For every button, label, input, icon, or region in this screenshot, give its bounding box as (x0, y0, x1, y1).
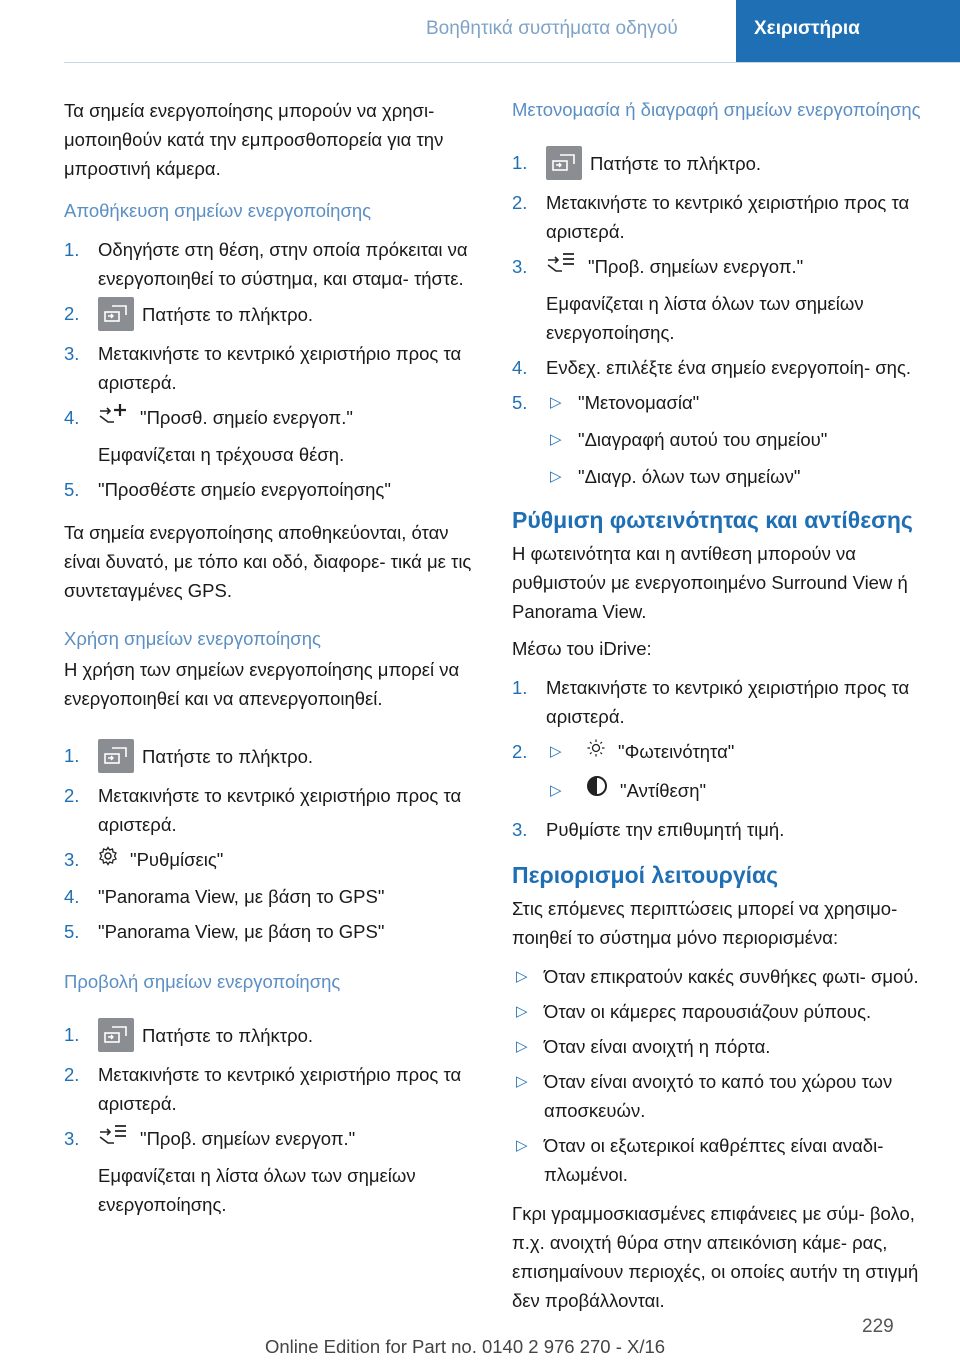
save-steps (64, 235, 482, 504)
step-number: 2. (64, 785, 80, 807)
brightness-options (546, 737, 930, 807)
step-text: Ενδεχ. επιλέξτε ένα σημείο ενεργοποίη‐ σης. (546, 357, 912, 379)
limit-text: Όταν επικρατούν κακές συνθήκες φωτι‐ σμού. (544, 965, 919, 987)
triangle-bullet-icon: ▷ (550, 394, 562, 412)
header-section-title: Βοηθητικά συστήματα οδηγού (426, 18, 678, 39)
triangle-bullet-icon: ▷ (550, 468, 562, 486)
limit-text: Όταν οι κάμερες παρουσιάζουν ρύπους. (544, 1000, 872, 1022)
page-number: 229 (862, 1316, 894, 1337)
list-item (512, 353, 930, 382)
option-text: "Διαγρ. όλων των σημείων" (578, 466, 801, 488)
triangle-bullet-icon: ▷ (516, 1136, 528, 1154)
limits-list (512, 962, 930, 1189)
use-steps (64, 741, 482, 946)
sun-icon (586, 737, 606, 766)
gear-icon (98, 845, 118, 874)
option-text: "Διαγραφή αυτού του σημείου" (578, 429, 828, 451)
list-item (64, 882, 482, 911)
limits-intro: Στις επόμενες περιπτώσεις μπορεί να χρησιμο‐ ποιηθεί το σύστημα μόνο περιορισμένα: (512, 897, 898, 948)
step-text: "Προσθέστε σημείο ενεργοποίησης" (98, 479, 391, 501)
step-text: Μετακινήστε το κεντρικό χειριστήριο προς τα αριστερά. (98, 343, 462, 393)
step-number: 2. (512, 741, 528, 763)
list-item (512, 737, 930, 807)
step-text: Οδηγήστε στη θέση, στην οποία πρόκειται να ενεργοποιηθεί το σύστημα, και σταμα‐ τήστε. (98, 239, 468, 289)
list-item (64, 741, 482, 775)
list-item (64, 1124, 482, 1219)
step-number: 2. (512, 192, 528, 213)
step-text: Πατήστε το πλήκτρο. (590, 152, 762, 174)
step-text: Μετακινήστε το κεντρικό χειριστήριο προς τα αριστερά. (98, 1063, 462, 1114)
brightness-heading: Ρύθμιση φωτεινότητας και αντίθεσης (512, 507, 913, 534)
step-text: Μετακινήστε το κεντρικό χειριστήριο προς τα αριστερά. (546, 192, 910, 242)
brightness-intro: Η φωτεινότητα και η αντίθεση μπορούν να ρυθμιστούν με ενεργοποιημένο Surround View ή Panorama View. (512, 543, 908, 623)
step-number: 4. (512, 357, 528, 379)
list-item (512, 1067, 930, 1125)
step-text: "Panorama View, με βάση το GPS" (98, 920, 385, 942)
list-item (512, 188, 930, 246)
step-text: Πατήστε το πλήκτρο. (142, 303, 314, 325)
header-divider (64, 62, 960, 63)
step-text: Ρυθμίστε την επιθυμητή τιμή. (546, 818, 785, 840)
list-item (64, 1060, 482, 1118)
triangle-bullet-icon: ▷ (516, 1072, 528, 1090)
use-heading: Χρήση σημείων ενεργοποίησης (64, 628, 321, 650)
brightness-steps (512, 673, 930, 844)
triangle-bullet-icon: ▷ (516, 1002, 528, 1020)
option-item (546, 776, 930, 807)
page-header (0, 0, 960, 62)
triangle-bullet-icon: ▷ (550, 781, 562, 799)
header-chapter-label: Χειριστήρια (754, 18, 860, 39)
limits-heading: Περιορισμοί λειτουργίας (512, 861, 779, 888)
brightness-via: Μέσω του iDrive: (512, 638, 652, 660)
list-item (64, 845, 482, 876)
list-item (512, 388, 930, 491)
list-item (64, 475, 482, 504)
step-number: 3. (64, 343, 80, 364)
list-item (512, 962, 930, 991)
option-item (546, 388, 930, 417)
intro-paragraph: Τα σημεία ενεργοποίησης μπορούν να χρησι‐ μοποιηθούν κατά την εμπροσθοπορεία για την μπροστινή κάμερα. (64, 100, 444, 179)
camera-button-icon (546, 146, 582, 180)
step-text: Μετακινήστε το κεντρικό χειριστήριο προς τα αριστερά. (546, 677, 910, 728)
list-item (64, 339, 482, 397)
step-number: 3. (64, 849, 80, 871)
limit-text: Όταν είναι ανοιχτό το καπό του χώρου των αποσκευών. (544, 1070, 893, 1121)
step-number: 1. (512, 152, 528, 173)
step-text: "Panorama View, με βάση το GPS" (98, 885, 385, 907)
step-text: "Προβ. σημείων ενεργοπ." (588, 256, 804, 277)
step-text: "Προσθ. σημείο ενεργοπ." (140, 407, 353, 428)
step-number: 1. (64, 1023, 80, 1045)
step-number: 3. (512, 256, 528, 277)
list-item (512, 1032, 930, 1061)
limit-text: Όταν είναι ανοιχτή η πόρτα. (544, 1035, 771, 1057)
option-text: "Μετονομασία" (578, 392, 700, 414)
add-point-icon (98, 402, 128, 432)
step-result: Εμφανίζεται η λίστα όλων των σημείων ενεργοποίησης. (546, 293, 864, 344)
list-item (64, 781, 482, 839)
list-item (64, 917, 482, 946)
limit-text: Όταν οι εξωτερικοί καθρέπτες είναι αναδι‐ πλωμένοι. (544, 1134, 884, 1185)
list-item (512, 148, 930, 182)
triangle-bullet-icon: ▷ (516, 967, 528, 985)
triangle-bullet-icon: ▷ (550, 431, 562, 449)
list-item (512, 1131, 930, 1189)
save-note: Τα σημεία ενεργοποίησης αποθηκεύονται, όταν είναι δυνατό, με τόπο και οδό, διαφορε‐ τικά με τις συντεταγμένες GPS. (64, 522, 472, 602)
option-item (546, 737, 930, 768)
step-number: 4. (64, 407, 80, 428)
triangle-bullet-icon: ▷ (516, 1037, 528, 1055)
list-item (512, 815, 930, 844)
view-steps (64, 1020, 482, 1219)
camera-button-icon (98, 739, 134, 773)
rename-steps (512, 148, 930, 491)
right-column (512, 96, 930, 1329)
list-item (512, 252, 930, 347)
view-heading: Προβολή σημείων ενεργοποίησης (64, 970, 341, 992)
option-text: "Αντίθεση" (620, 779, 707, 801)
list-points-icon (546, 251, 576, 281)
triangle-bullet-icon: ▷ (550, 743, 562, 761)
step-number: 4. (64, 885, 80, 907)
step-number: 2. (64, 1063, 80, 1085)
list-item (512, 673, 930, 731)
rename-options (546, 388, 930, 491)
camera-button-icon (98, 1018, 134, 1052)
step-number: 5. (64, 479, 80, 501)
step-number: 3. (512, 818, 528, 840)
contrast-icon (586, 775, 608, 805)
option-item (546, 425, 930, 454)
step-number: 5. (512, 392, 528, 414)
step-text: "Ρυθμίσεις" (130, 849, 224, 871)
step-number: 1. (64, 745, 80, 767)
use-intro: Η χρήση των σημείων ενεργοποίησης μπορεί να ενεργοποιηθεί και να απενεργοποιηθεί. (64, 659, 460, 710)
step-result: Εμφανίζεται η λίστα όλων των σημείων ενεργοποίησης. (98, 1164, 416, 1215)
list-item (64, 403, 482, 469)
limits-note: Γκρι γραμμοσκιασμένες επιφάνειες με σύμ‐ βολο, π.χ. ανοιχτή θύρα στην απεικόνιση κάμε‐ ρας, επισημαίνουν περιοχές, οι οποίες αυτήν τη στιγμή δεν προβάλλονται. (512, 1202, 919, 1311)
list-points-icon (98, 1123, 128, 1153)
step-text: Μετακινήστε το κεντρικό χειριστήριο προς τα αριστερά. (98, 785, 462, 836)
camera-button-icon (98, 297, 134, 331)
edition-footer: Online Edition for Part no. 0140 2 976 270 - X/16 (265, 1336, 666, 1357)
step-result: Εμφανίζεται η τρέχουσα θέση. (98, 444, 345, 466)
header-chapter-tab[interactable] (736, 0, 960, 62)
step-number: 1. (512, 677, 528, 699)
list-item (64, 299, 482, 333)
list-item (64, 235, 482, 293)
step-number: 2. (64, 303, 80, 324)
rename-heading: Μετονομασία ή διαγραφή σημείων ενεργοποίησης (512, 99, 921, 120)
step-text: "Προβ. σημείων ενεργοπ." (140, 1127, 356, 1149)
step-number: 5. (64, 920, 80, 942)
step-text: Πατήστε το πλήκτρο. (142, 1024, 314, 1046)
option-text: "Φωτεινότητα" (618, 741, 735, 763)
step-text: Πατήστε το πλήκτρο. (142, 746, 314, 767)
option-item (546, 462, 930, 491)
list-item (512, 997, 930, 1026)
list-item (64, 1020, 482, 1054)
left-column (64, 96, 482, 1233)
save-heading: Αποθήκευση σημείων ενεργοποίησης (64, 200, 372, 221)
step-number: 3. (64, 1127, 80, 1149)
step-number: 1. (64, 239, 80, 260)
